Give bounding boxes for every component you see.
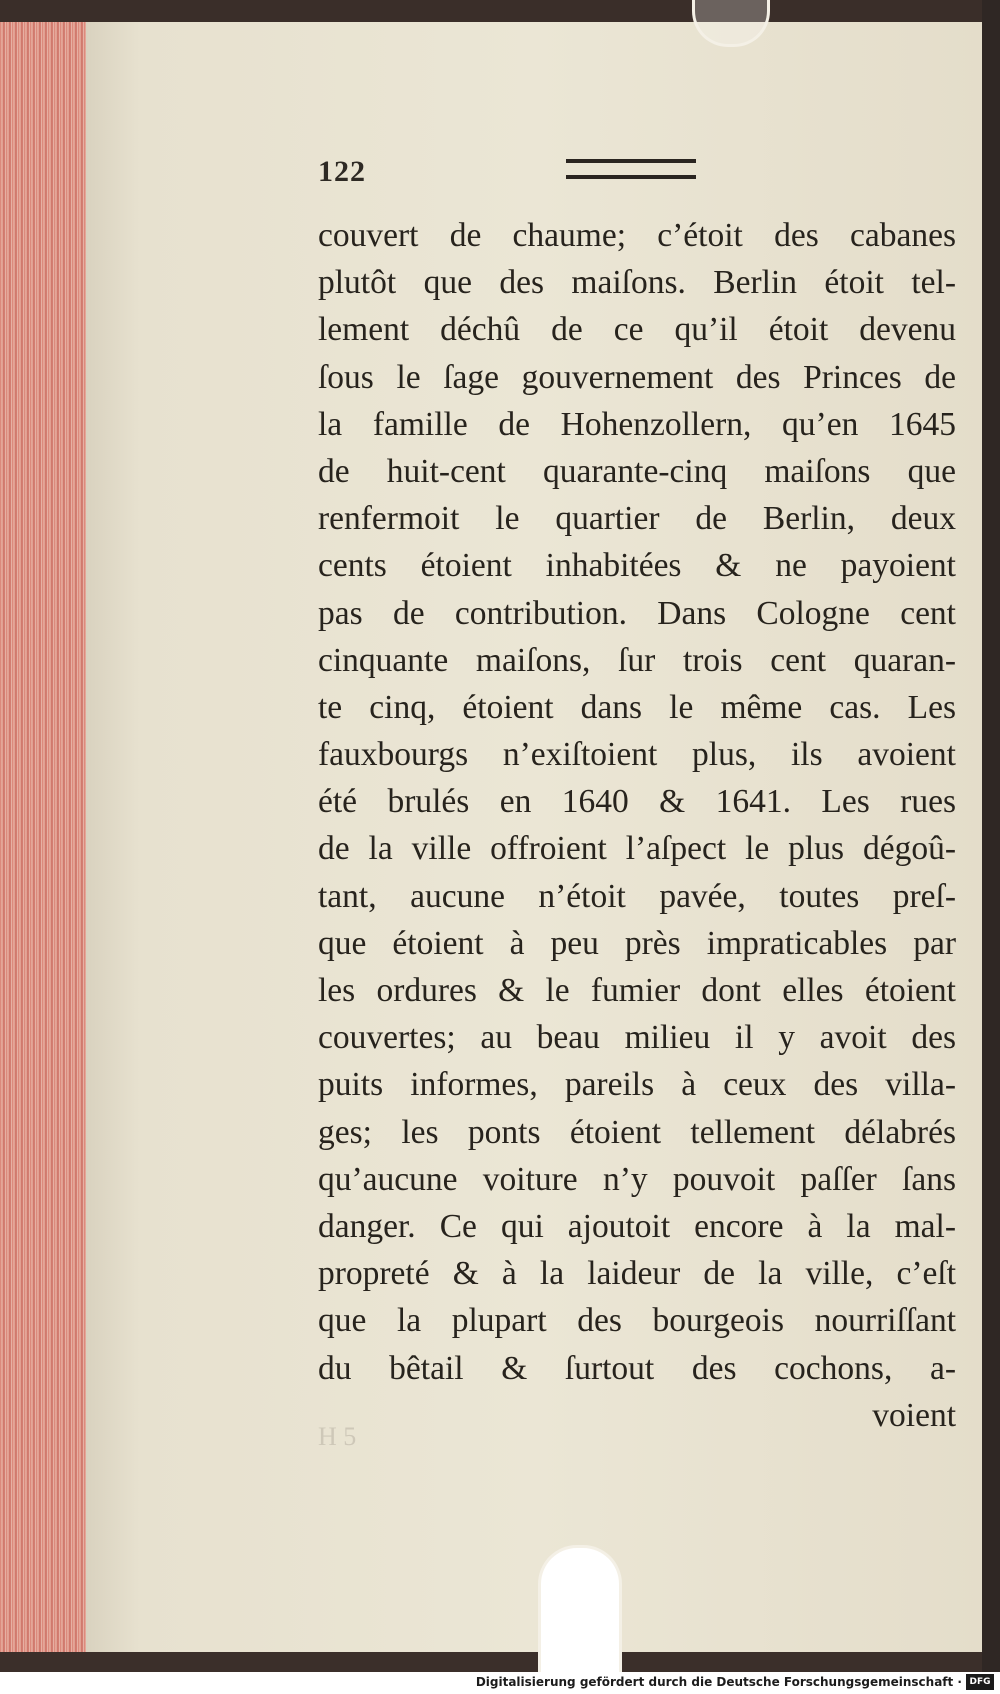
text-line: cinquante maiſons, ſur trois cent quaran-	[318, 641, 956, 679]
text-line: du bêtail & ſurtout des cochons, a-	[318, 1349, 956, 1387]
book-spine	[982, 0, 1000, 1672]
footer-credit: Digitalisierung gefördert durch die Deutsche Forschungsgemeinschaft ·	[475, 1675, 962, 1689]
text-line: renfermoit le quartier de Berlin, deux	[318, 500, 956, 538]
text-line: les ordures & le fumier dont elles étoient	[318, 972, 956, 1009]
bottom-clip-icon	[538, 1545, 622, 1674]
text-line: propreté & à la laideur de la ville, c’eſt	[318, 1255, 956, 1293]
page-number: 122	[318, 155, 366, 188]
text-line: couvertes; au beau milieu il y avoit des	[318, 1019, 956, 1057]
text-line: puits informes, pareils à ceux des villa-	[318, 1066, 956, 1104]
text-line: danger. Ce qui ajoutoit encore à la mal-	[318, 1207, 956, 1245]
text-line: la famille de Hohenzollern, qu’en 1645	[318, 405, 956, 443]
body-text	[318, 212, 956, 1439]
text-line: ges; les ponts étoient tellement délabrés	[318, 1113, 956, 1151]
catchword: voient	[872, 1396, 956, 1434]
text-line: qu’aucune voiture n’y pouvoit paſſer ſans	[318, 1160, 956, 1198]
dfg-logo-icon: DFG	[966, 1674, 994, 1690]
footer-bar	[0, 1672, 1000, 1694]
text-line: pas de contribution. Dans Cologne cent	[318, 594, 956, 632]
text-line: te cinq, étoient dans le même cas. Les	[318, 688, 956, 726]
text-line: tant, aucune n’étoit pavée, toutes preſ-	[318, 877, 956, 915]
text-line: que étoient à peu près impraticables par	[318, 924, 956, 962]
signature-mark: H 5	[318, 1422, 357, 1451]
text-line: été brulés en 1640 & 1641. Les rues	[318, 783, 956, 821]
text-line: cents étoient inhabitées & ne payoient	[318, 547, 956, 585]
text-line: de la ville offroient l’aſpect le plus dégoû-	[318, 830, 956, 868]
top-binding-cord	[0, 0, 1000, 22]
text-line: fauxbourgs n’exiſtoient plus, ils avoient	[318, 736, 956, 774]
red-page-edges	[0, 22, 86, 1652]
header-ornament	[566, 159, 696, 179]
text-line: ſous le ſage gouvernement des Princes de	[318, 358, 956, 396]
text-line: couvert de chaume; c’étoit des cabanes	[318, 217, 956, 254]
text-line: de huit-cent quarante-cinq maiſons que	[318, 452, 956, 490]
text-line: lement déchû de ce qu’il étoit devenu	[318, 311, 956, 349]
text-line: plutôt que des maiſons. Berlin étoit tel-	[318, 264, 956, 302]
text-line: que la plupart des bourgeois nourriſſant	[318, 1302, 956, 1340]
